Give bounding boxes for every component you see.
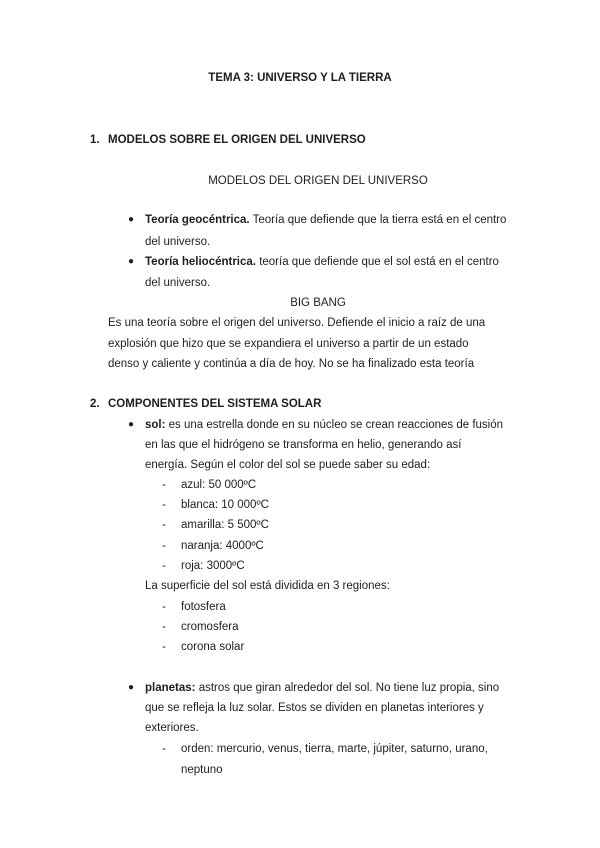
sol-text-1: es una estrella donde en su núcleo se crean reacciones de fusión <box>165 419 504 431</box>
bullet-icon: ● <box>128 682 135 693</box>
bigbang-title: BIG BANG <box>290 297 346 309</box>
section-1-heading: MODELOS SOBRE EL ORIGEN DEL UNIVERSO <box>108 134 366 146</box>
bullet-icon: ● <box>128 256 135 267</box>
bullet-icon: ● <box>128 214 135 225</box>
heliocentric-text-2: del universo. <box>145 277 211 289</box>
list-item: blanca: 10 000ºC <box>181 499 269 511</box>
orden-text-2: neptuno <box>181 764 223 776</box>
bigbang-text-1: Es una teoría sobre el origen del universo. Defiende el inicio a raíz de una <box>108 317 486 329</box>
dash-icon: - <box>162 499 166 511</box>
dash-icon: - <box>162 560 166 572</box>
planetas-term: planetas: <box>145 682 196 694</box>
dash-icon: - <box>162 601 166 613</box>
section-2-number: 2. <box>90 398 100 410</box>
list-item: azul: 50 000ºC <box>181 479 257 491</box>
sol-text-2: en las que el hidrógeno se transforma en helio, generando así <box>145 439 462 451</box>
geocentric-term: Teoría geocéntrica. <box>145 214 250 226</box>
regions-intro: La superficie del sol está dividida en 3 regiones: <box>145 580 390 592</box>
list-item: fotosfera <box>181 601 226 613</box>
heliocentric-term: Teoría heliocéntrica. <box>145 256 256 268</box>
section-1-number: 1. <box>90 134 100 146</box>
planetas-text-1: astros que giran alrededor del sol. No tiene luz propia, sino <box>195 682 500 694</box>
dash-icon: - <box>162 743 166 755</box>
bullet-icon: ● <box>128 419 135 430</box>
sol-text-3: energía. Según el color del sol se puede saber su edad: <box>145 459 431 471</box>
sol-item <box>145 418 503 432</box>
bigbang-text-3: denso y caliente y continúa a día de hoy. No se ha finalizado esta teoría <box>108 358 475 370</box>
heliocentric-text: teoría que defiende que el sol está en el centro <box>256 256 499 268</box>
geocentric-item <box>145 213 528 227</box>
heliocentric-item <box>145 255 499 269</box>
geocentric-text: Teoría que defiende que la tierra está en el centro <box>249 214 507 226</box>
dash-icon: - <box>162 540 166 552</box>
list-item: naranja: 4000ºC <box>181 540 264 552</box>
planetas-text-3: exteriores. <box>145 722 199 734</box>
list-item: cromosfera <box>181 621 239 633</box>
bigbang-text-2: explosión que hizo que se expandiera el universo a partir de un estado <box>108 338 469 350</box>
geocentric-text-2: del universo. <box>145 236 211 248</box>
page-title: TEMA 3: UNIVERSO Y LA TIERRA <box>208 72 392 84</box>
dash-icon: - <box>162 519 166 531</box>
list-item: corona solar <box>181 641 245 653</box>
planetas-item <box>145 681 499 695</box>
dash-icon: - <box>162 479 166 491</box>
dash-icon: - <box>162 641 166 653</box>
sol-term: sol: <box>145 419 166 431</box>
list-item: roja: 3000ºC <box>181 560 245 572</box>
section-2-heading: COMPONENTES DEL SISTEMA SOLAR <box>108 398 322 410</box>
dash-icon: - <box>162 621 166 633</box>
section-1-subtitle: MODELOS DEL ORIGEN DEL UNIVERSO <box>208 175 428 187</box>
orden-text-1: orden: mercurio, venus, tierra, marte, júpiter, saturno, urano, <box>181 743 488 755</box>
list-item: amarilla: 5 500ºC <box>181 519 269 531</box>
planetas-text-2: que se refleja la luz solar. Estos se dividen en planetas interiores y <box>145 702 484 714</box>
